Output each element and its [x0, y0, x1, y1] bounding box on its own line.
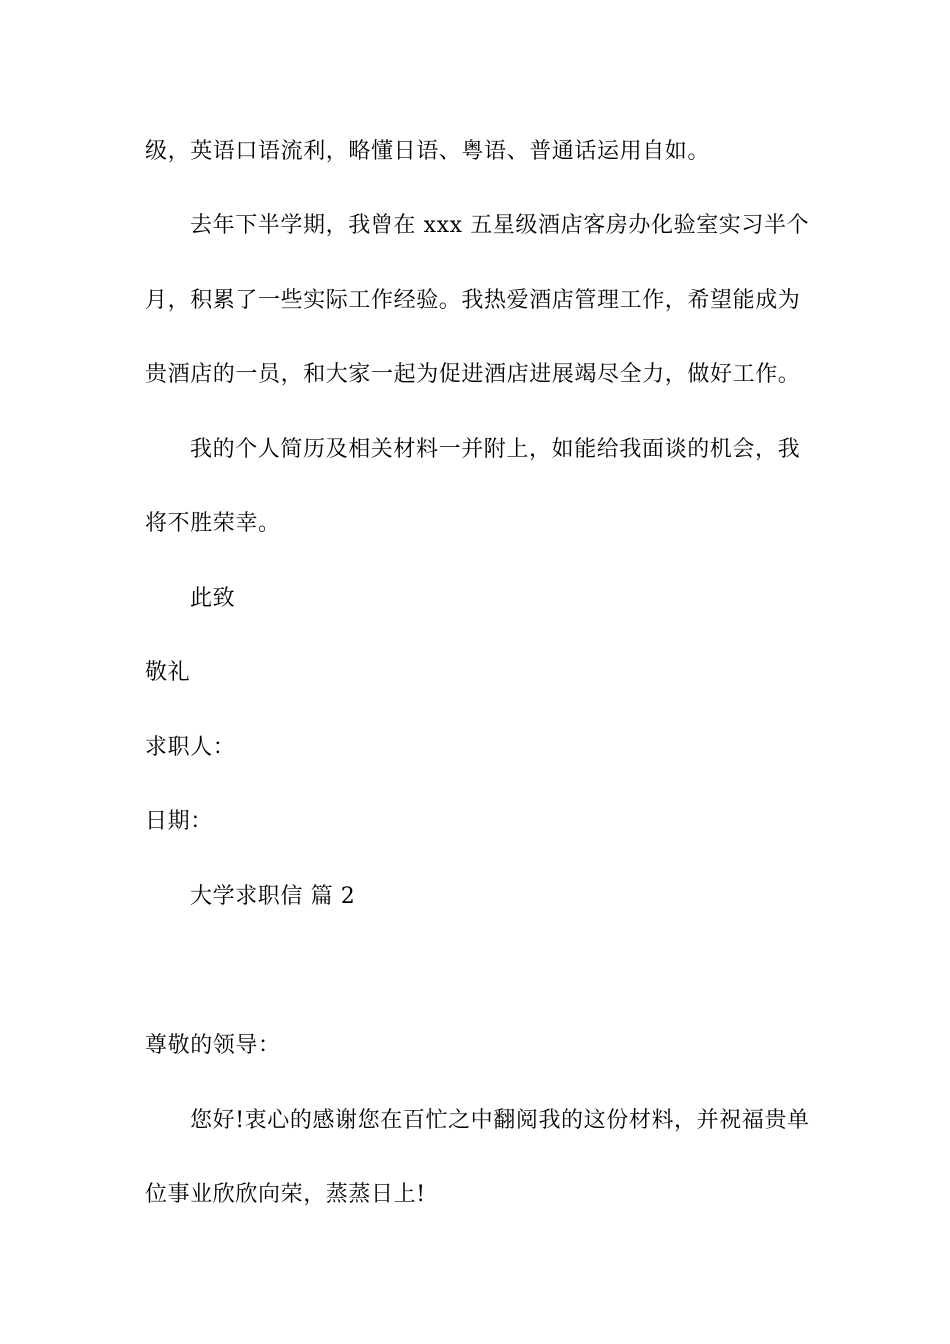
closing-regards: 敬礼 — [145, 660, 191, 685]
paragraph-line: 位事业欣欣向荣，蒸蒸日上! — [145, 1182, 426, 1207]
applicant-label: 求职人： — [145, 735, 236, 760]
paragraph-line: 月，积累了一些实际工作经验。我热爱酒店管理工作，希望能成为 — [145, 288, 801, 313]
date-label: 日期： — [145, 809, 213, 834]
greeting: 尊敬的领导： — [145, 1033, 281, 1058]
paragraph-line: 贵酒店的一员，和大家一起为促进酒店进展竭尽全力，做好工作。 — [145, 362, 801, 387]
paragraph-line: 您好!衷心的感谢您在百忙之中翻阅我的这份材料，并祝福贵单 — [190, 1108, 810, 1133]
paragraph-line: 级，英语口语流利，略懂日语、粤语、普通话运用自如。 — [145, 139, 711, 164]
closing-salutation: 此致 — [190, 586, 236, 611]
paragraph-line: 去年下半学期，我曾在 xxx 五星级酒店客房办化验室实习半个 — [190, 213, 810, 238]
paragraph-line: 将不胜荣幸。 — [145, 511, 281, 536]
paragraph-line: 我的个人简历及相关材料一并附上，如能给我面谈的机会，我 — [190, 437, 801, 462]
section-title: 大学求职信 篇 2 — [190, 884, 356, 909]
